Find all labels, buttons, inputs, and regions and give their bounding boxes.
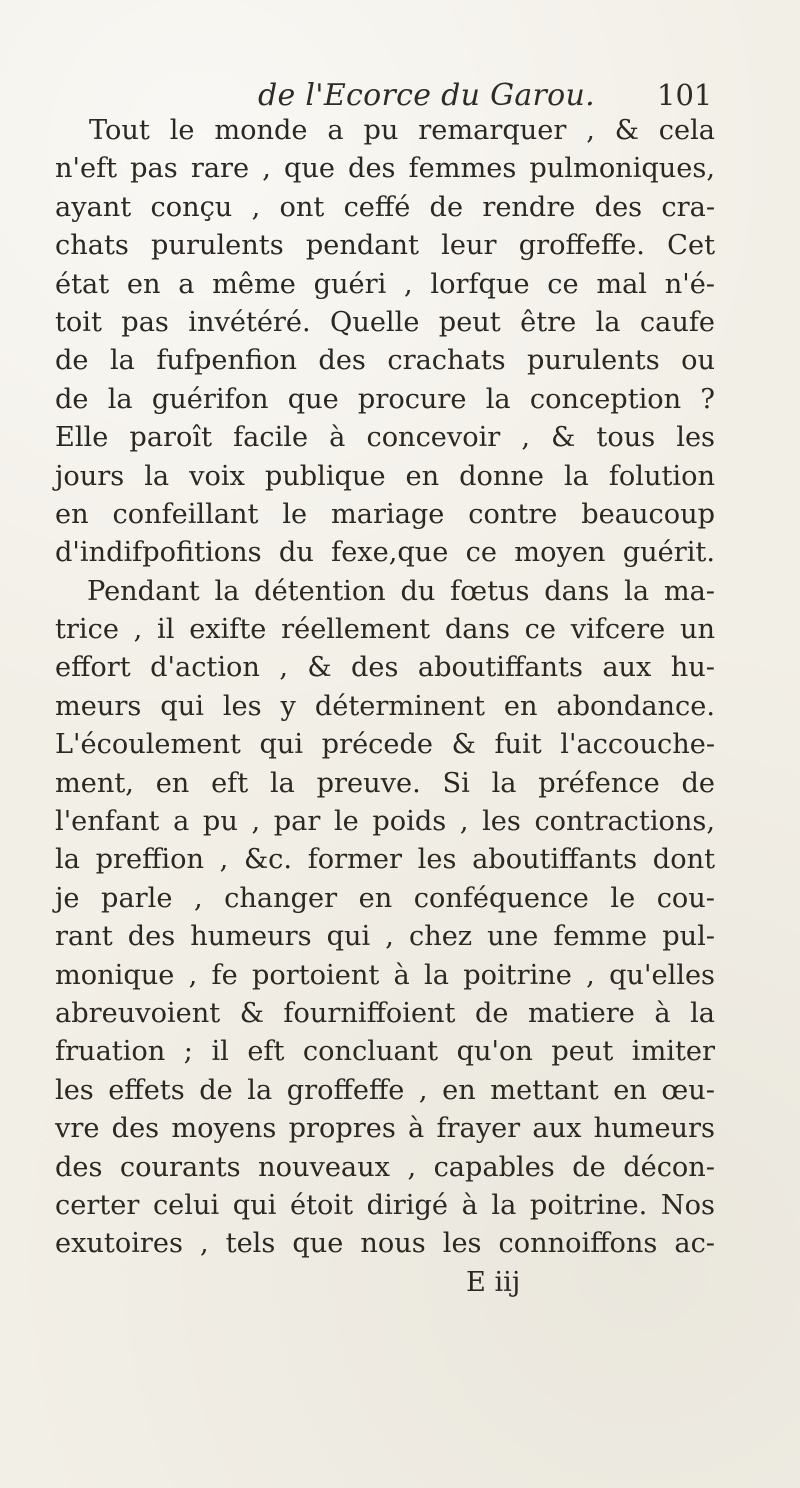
text-line-8: de la guérifon que procure la conception ? bbox=[55, 383, 715, 415]
text-line-17: L'écoulement qui précede & fuit l'accouche- bbox=[55, 729, 715, 761]
text-line-29: certer celui qui étoit dirigé à la poitrine. Nos bbox=[55, 1189, 715, 1221]
text-line-20: la preffion , &c. former les aboutiffants dont bbox=[55, 844, 715, 876]
text-line-26: les effets de la groffeffe , en mettant en œu- bbox=[55, 1074, 715, 1106]
text-line-19: l'enfant a pu , par le poids , les contractions, bbox=[55, 806, 715, 838]
text-line-13: Pendant la détention du fœtus dans la ma- bbox=[87, 575, 715, 607]
signature-mark: E iij bbox=[466, 1266, 521, 1298]
text-line-21: je parle , changer en conféquence le cou- bbox=[55, 882, 715, 914]
text-line-12: d'indifpofitions du fexe,que ce moyen guérit. bbox=[55, 537, 715, 569]
text-line-11: en confeillant le mariage contre beaucoup bbox=[55, 498, 715, 530]
text-line-10: jours la voix publique en donne la folution bbox=[55, 460, 715, 492]
text-line-16: meurs qui les y déterminent en abondance. bbox=[55, 690, 715, 722]
text-line-18: ment, en eft la preuve. Si la préfence de bbox=[55, 767, 715, 799]
text-line-27: vre des moyens propres à frayer aux humeurs bbox=[55, 1113, 715, 1145]
text-line-25: fruation ; il eft concluant qu'on peut imiter bbox=[55, 1036, 715, 1068]
text-line-23: monique , fe portoient à la poitrine , qu'elles bbox=[55, 959, 715, 991]
text-line-2: n'eft pas rare , que des femmes pulmoniques, bbox=[55, 153, 715, 185]
text-line-22: rant des humeurs qui , chez une femme pul- bbox=[55, 921, 715, 953]
body-text bbox=[55, 112, 715, 1302]
text-line-24: abreuvoient & fourniffoient de matiere à la bbox=[55, 997, 715, 1029]
text-line-30: exutoires , tels que nous les connoiffons ac- bbox=[55, 1228, 715, 1260]
text-line-6: toit pas invétéré. Quelle peut être la caufe bbox=[55, 306, 715, 338]
text-line-3: ayant conçu , ont ceffé de rendre des cra- bbox=[55, 191, 715, 223]
text-line-7: de la fufpenfion des crachats purulents ou bbox=[55, 345, 715, 377]
page-number: 101 bbox=[657, 78, 713, 112]
text-line-1: Tout le monde a pu remarquer , & cela bbox=[89, 115, 715, 146]
text-line-5: état en a même guéri , lorfque ce mal n'é- bbox=[55, 268, 715, 300]
text-line-15: effort d'action , & des aboutiffants aux hu- bbox=[55, 652, 715, 684]
text-line-4: chats purulents pendant leur groffeffe. Cet bbox=[55, 230, 715, 262]
running-title: de l'Ecorce du Garou. bbox=[258, 78, 596, 113]
text-line-14: trice , il exifte réellement dans ce vifcere un bbox=[55, 614, 715, 646]
text-line-28: des courants nouveaux , capables de décon- bbox=[55, 1151, 715, 1183]
text-line-9: Elle paroît facile à concevoir , & tous les bbox=[55, 422, 715, 454]
